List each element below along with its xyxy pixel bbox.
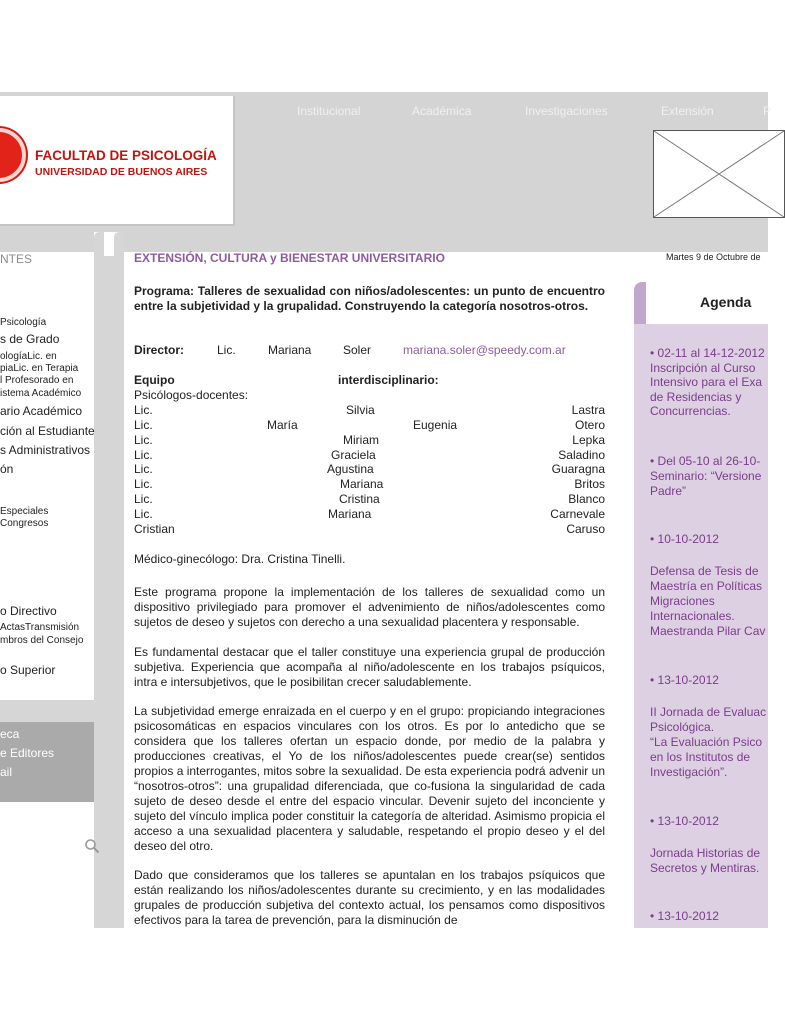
team-member-row (134, 507, 605, 522)
agenda-line[interactable]: de Residencias y (650, 390, 742, 404)
agenda-date[interactable]: • Del 05-10 al 26-10- (650, 454, 761, 468)
sidebar-link[interactable]: Especiales (0, 506, 49, 517)
sidebar-link[interactable]: ción al Estudiante (0, 424, 95, 438)
agenda-line[interactable]: Psicológica. (650, 720, 715, 734)
banner-image-placeholder-icon (653, 130, 785, 218)
member-first: María (267, 418, 298, 432)
director-row (134, 343, 605, 358)
agenda-line[interactable]: Maestría en Políticas (650, 579, 763, 593)
team-label-b: interdisciplinario: (338, 373, 439, 387)
agenda-line[interactable]: Inscripción al Curso (650, 361, 756, 375)
agenda-line[interactable]: Secretos y Mentiras. (650, 861, 760, 875)
member-title: Lic. (134, 462, 153, 476)
agenda-line[interactable]: Investigación”. (650, 765, 728, 779)
member-title: Lic. (134, 492, 153, 506)
team-member-row (134, 492, 605, 507)
agenda-line[interactable]: Migraciones (650, 594, 715, 608)
sidebar-dark-link[interactable]: ail (0, 765, 13, 779)
member-last: Blanco (568, 492, 605, 506)
sidebar-link[interactable]: mbros del Consejo (0, 635, 84, 646)
sidebar-link[interactable]: s Administrativos (0, 443, 91, 457)
agenda-title: Agenda (700, 294, 752, 310)
team-label-a: Equipo (134, 373, 175, 387)
paragraph-4: Dado que consideramos que los talleres se apuntalan en los trabajos psíquicos que están realizando los niños/adolescentes durante su crecimiento, y en las modalidades grupales de producción subjetiva del contexto actual, los pensamos como dispositivos efectivos para la tarea de prevención, para la disminución de (134, 868, 605, 927)
nav-investigaciones[interactable]: Investigaciones (525, 104, 608, 118)
member-last: Saladino (558, 448, 605, 462)
agenda-line[interactable]: Jornada Historias de (650, 846, 761, 860)
sidebar-dark-link[interactable]: e Editores (0, 746, 55, 760)
member-last: Otero (574, 418, 605, 432)
agenda-date[interactable]: • 02-11 al 14-12-2012 (650, 346, 765, 360)
paragraph-1: Este programa propone la implementación de los talleres de sexualidad como un dispositivo privilegiado para promover el advenimiento de niños/adolescentes como sujetos de deseo y sujetos con derecho a una sexualidad placentera y responsable. (134, 585, 605, 629)
sidebar-link[interactable]: Psicología (0, 317, 47, 328)
paragraph-3: La subjetividad emerge enraizada en el cuerpo y en el grupo: propiciando integraciones psicosomáticas en espacios vinculares con los otros. Es por lo antedicho que se considera que los talleres ofertan un espacio donde, por medio de la palabra y producciones creativas, el Yo de los niños/adolescentes puede crear(se) sentidos propios a interrogantes, mitos sobre la sexualidad. De esta experiencia podrá advenir un “nosotros-otros”: una grupalidad diferenciada, que co-fusiona la singularidad de cada sujeto de deseo desde el entre del espacio vincular. Devenir sujeto del inconciente y sujeto del vínculo implica poder constituir la categoría de alteridad. Asimismo propicia el acceso a una sexualidad placentera y saludable, respetando el propio deseo y el del deseo del otro. (134, 704, 605, 853)
agenda-date[interactable]: • 10-10-2012 (650, 532, 719, 546)
program-title: Programa: Talleres de sexualidad con niños/adolescentes: un punto de encuentro entre la subjetividad y la grupalidad. Construyendo la categoría nosotros-otros. (134, 284, 605, 313)
sidebar-link[interactable]: ario Académico (0, 404, 83, 418)
sidebar-link[interactable]: s de Grado (0, 332, 60, 346)
agenda-line[interactable]: Intensivo para el Exa (650, 375, 763, 389)
member-first: Graciela (331, 448, 376, 462)
member-middle: Eugenia (413, 418, 458, 432)
team-member-row (134, 403, 605, 418)
agenda-line[interactable]: Maestranda Pilar Cav (650, 624, 766, 638)
team-member-row (134, 522, 605, 537)
search-icon[interactable] (84, 838, 100, 854)
sidebar-link[interactable]: piaLic. en Terapia (0, 363, 79, 374)
member-title: Lic. (134, 448, 153, 462)
member-title: Lic. (134, 418, 153, 432)
agenda-date[interactable]: • 13-10-2012 (650, 673, 719, 687)
sidebar-divider-strip (94, 252, 124, 928)
nav-extension[interactable]: Extensión (661, 104, 714, 118)
agenda-tab-edge (634, 282, 646, 324)
agenda-line[interactable]: II Jornada de Evaluac (650, 705, 767, 719)
member-first: Cristina (339, 492, 380, 506)
member-title: Lic. (134, 507, 153, 521)
sidebar-link[interactable]: l Profesorado en (0, 375, 74, 386)
logo-subtitle[interactable]: UNIVERSIDAD DE BUENOS AIRES (35, 166, 208, 178)
paragraph-2: Es fundamental destacar que el taller constituye una experiencia grupal de producción subjetiva. Experiencia que acompaña al niño/adolescente en los trabajos psíquicos, intra e intersubjetivos, que le posibilitan crecer saludablemente. (134, 645, 605, 689)
sidebar-link[interactable]: ologíaLic. en (0, 351, 57, 362)
team-member-row (134, 462, 605, 477)
team-subtitle: Psicólogos-docentes: (134, 388, 249, 402)
nav-academica[interactable]: Académica (412, 104, 472, 118)
member-first: Agustina (327, 462, 374, 476)
logo-title[interactable]: FACULTAD DE PSICOLOGÍA (35, 148, 217, 163)
director-email-link[interactable]: mariana.soler@speedy.com.ar (403, 343, 566, 357)
member-first: Miriam (343, 433, 379, 447)
member-title: Cristian (134, 522, 175, 536)
agenda-line[interactable]: Padre” (650, 484, 687, 498)
member-last: Caruso (566, 522, 605, 536)
member-title: Lic. (134, 433, 153, 447)
current-date: Martes 9 de Octubre de (666, 252, 761, 262)
team-heading-row (134, 373, 605, 388)
member-last: Carnevale (550, 507, 605, 521)
sidebar-dark-link[interactable]: eca (0, 727, 20, 741)
agenda-line[interactable]: Concurrencias. (650, 404, 731, 418)
sidebar-link[interactable]: ón (0, 462, 14, 476)
director-title: Lic. (217, 343, 236, 357)
member-last: Britos (574, 477, 605, 491)
director-first-name: Mariana (268, 343, 312, 357)
director-last-name: Soler (343, 343, 372, 357)
agenda-line[interactable]: en los Institutos de (650, 750, 751, 764)
section-title: EXTENSIÓN, CULTURA y BIENESTAR UNIVERSITARIO (134, 251, 445, 265)
team-member-row (134, 448, 605, 463)
sidebar-link[interactable]: o Superior (0, 663, 56, 677)
sidebar-link[interactable]: Congresos (0, 518, 49, 529)
sidebar-link[interactable]: istema Académico (0, 388, 82, 399)
agenda-date[interactable]: • 13-10-2012 (650, 814, 719, 828)
director-label: Director: (134, 343, 185, 357)
sidebar-link[interactable]: o Directivo (0, 604, 57, 618)
member-first: Silvia (346, 403, 375, 417)
sidebar-link[interactable]: ActasTransmisión (0, 622, 80, 633)
team-member-row (134, 433, 605, 448)
medico-line: Médico-ginecólogo: Dra. Cristina Tinelli. (134, 552, 346, 566)
member-title: Lic. (134, 403, 153, 417)
agenda-date[interactable]: • 13-10-2012 (650, 909, 719, 923)
team-member-row (134, 418, 605, 433)
member-first: Mariana (340, 477, 384, 491)
team-subtitle-row (134, 388, 605, 403)
member-title: Lic. (134, 477, 153, 491)
member-first: Mariana (328, 507, 372, 521)
team-member-row (134, 477, 605, 492)
agenda-line[interactable]: “La Evaluación Psico (650, 735, 763, 749)
sidebar-divider-notch (94, 232, 124, 256)
nav-more[interactable]: P (763, 104, 772, 118)
member-last: Lepka (572, 433, 605, 447)
agenda-line[interactable]: Defensa de Tesis de (650, 564, 759, 578)
member-last: Guaragna (551, 462, 605, 476)
agenda-line[interactable]: Internacionales. (650, 609, 735, 623)
member-last: Lastra (571, 403, 605, 417)
agenda-line[interactable]: Seminario: “Versione (650, 469, 762, 483)
nav-institucional[interactable]: Institucional (297, 104, 361, 118)
sidebar-heading: NTES (0, 252, 33, 266)
